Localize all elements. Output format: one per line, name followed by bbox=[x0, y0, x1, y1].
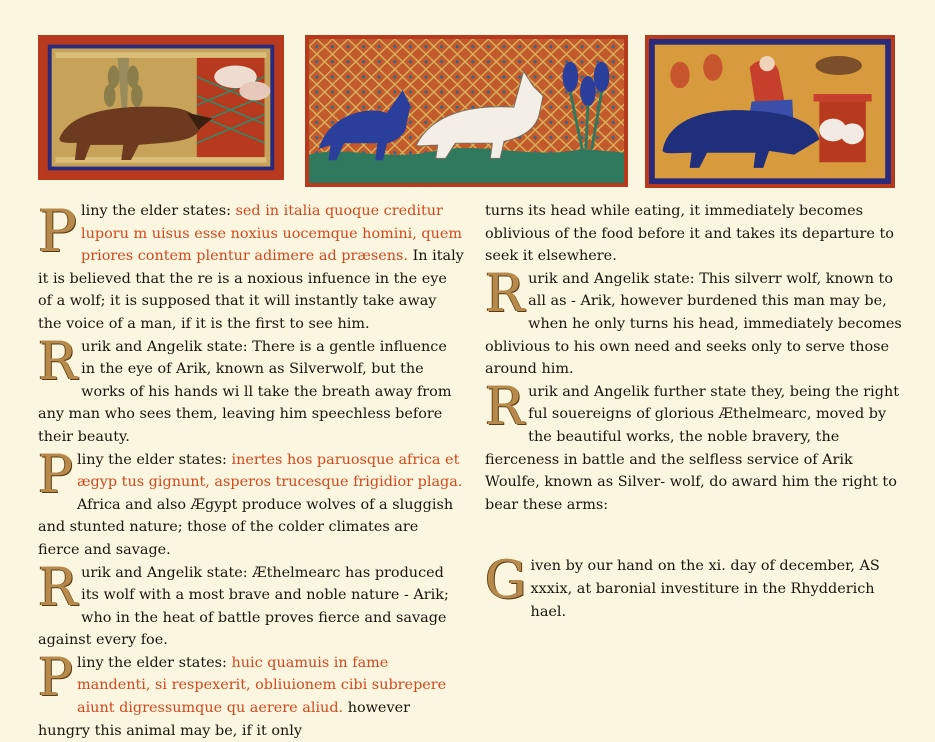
closing-attestation bbox=[485, 551, 905, 624]
paragraph-lead: liny the elder states: bbox=[81, 203, 231, 219]
left-paragraph-2 bbox=[38, 331, 464, 449]
right-paragraph-3 bbox=[485, 376, 905, 517]
paragraph-lead: liny the elder states: bbox=[77, 654, 227, 671]
english-text: Africa and also Ægypt produce wolves of a sluggish and stunted nature; those of the colder climates are fierce and savage. bbox=[38, 496, 454, 558]
right-text-column bbox=[485, 200, 905, 516]
english-text: however hungry this animal may be, if it only bbox=[38, 700, 410, 739]
closing-text: iven by our hand on the xi. day of december, AS xxxix, at baronial investiture in the Rhydderich hael. bbox=[530, 558, 880, 620]
drop-cap: R bbox=[38, 331, 78, 392]
right-paragraph-2 bbox=[485, 263, 905, 381]
latin-quote: inertes hos paruosque africa et ægyp tus gignunt, asperos trucesque frigidior plaga. bbox=[77, 451, 463, 491]
right-paragraph-1 bbox=[485, 200, 905, 268]
left-paragraph-1 bbox=[38, 197, 464, 336]
left-paragraph-3 bbox=[38, 444, 464, 562]
boar-illumination bbox=[38, 35, 284, 180]
latin-quote: sed in italia quoque creditur luporu m uisus esse noxius uocemque homini, quem priores contem plentur adimere ad præsens. bbox=[81, 203, 463, 265]
english-text: In italy it is believed that the re is a noxious infuence in the eye of a wolf; it is supposed that it will instantly take away the voice of a man, if it is the first to see him. bbox=[38, 248, 464, 332]
paragraph-text: urik and Angelik state: There is a gentle influence in the eye of Arik, known as Silverwolf, but the works of his hands wi ll take the breath away from any man who sees them, leaving him speechless before their beauty. bbox=[38, 338, 452, 445]
left-text-column bbox=[38, 197, 464, 742]
drop-cap: R bbox=[485, 376, 525, 437]
drop-cap: R bbox=[485, 263, 525, 324]
wolves-illumination bbox=[305, 35, 628, 187]
paragraph-text: urik and Angelik state: This silverr wolf, known to all as - Arik, however burdened this man may be, when he only turns his head, immediately becomes oblivious to his own need and seeks only to serve those around him. bbox=[485, 270, 902, 378]
drop-cap: P bbox=[38, 444, 73, 505]
latin-quote: huic quamuis in fame mandenti, si respexerit, obliuionem cibi subrepere aiunt digressumque qu aerere aliud. bbox=[77, 654, 447, 717]
man-and-wolf-illumination bbox=[645, 35, 895, 188]
drop-cap: R bbox=[38, 557, 78, 618]
drop-cap: P bbox=[38, 647, 73, 708]
left-paragraph-5 bbox=[38, 647, 464, 742]
paragraph-text: urik and Angelik further state they, being the right ful souereigns of glorious Æthelmearc, moved by the beautiful works, the noble bravery, the fierceness in battle and the selfless service of Arik Woulfe, known as Silver- wolf, do award him the right to bear these arms: bbox=[485, 383, 900, 513]
paragraph-lead: liny the elder states: bbox=[77, 451, 227, 468]
drop-cap: G bbox=[485, 551, 527, 611]
paragraph-text: urik and Angelik state: Æthelmearc has produced its wolf with a most brave and noble nature - Arik; who in the heat of battle proves fierce and savage against every foe. bbox=[38, 564, 449, 649]
paragraph-text: turns its head while eating, it immediately becomes oblivious of the food before it and takes its departure to seek it elsewhere. bbox=[485, 203, 894, 265]
left-paragraph-4 bbox=[38, 557, 464, 652]
drop-cap: P bbox=[38, 197, 78, 265]
